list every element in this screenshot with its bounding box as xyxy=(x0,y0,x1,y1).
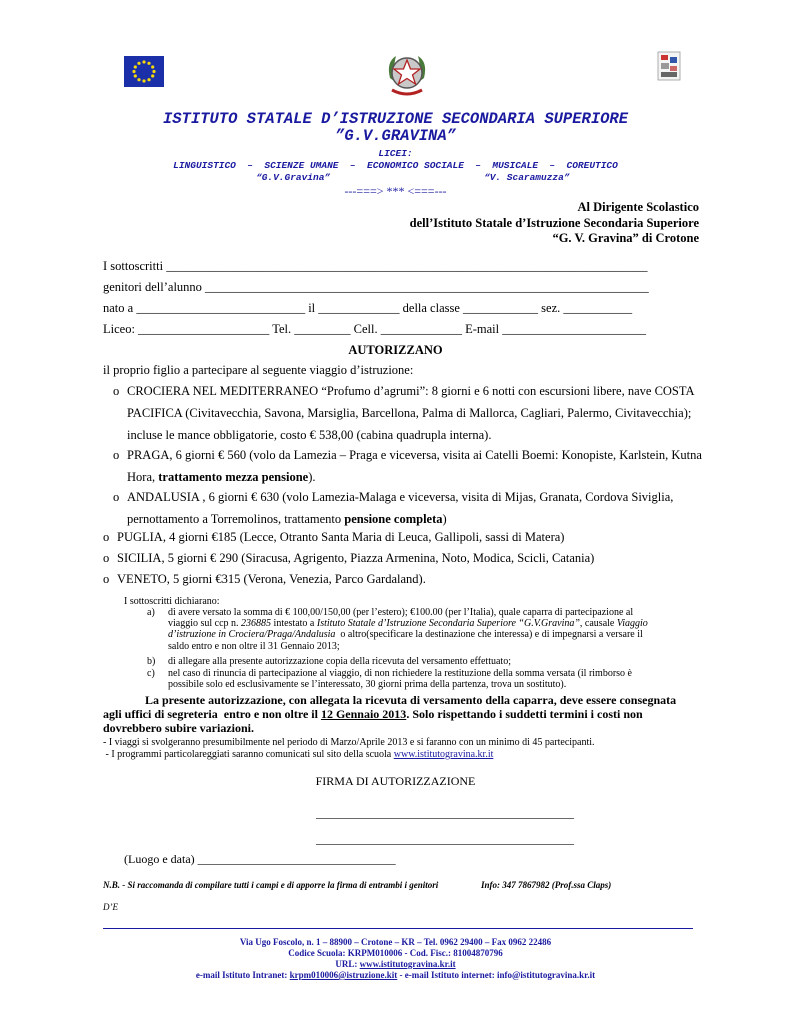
form-birth-class-field[interactable]: nato a ___________________________ il _____________ della classe ____________ sez. ___________ xyxy=(103,301,633,315)
trip-andalusia-board: pensione completa xyxy=(344,512,443,526)
notice-line-1: La presente autorizzazione, con allegata la ricevuta di versamento della caparra, deve essere consegnata xyxy=(145,693,677,707)
footer-address: Via Ugo Foscolo, n. 1 – 88900 – Crotone – KR – Tel. 0962 29400 – Fax 0962 22486 xyxy=(239,937,552,947)
trip-andalusia-line-1: ANDALUSIA , 6 giorni € 630 (volo Lamezia-Malaga e viceversa, visita di Mijas, Granata, Cordova Siviglia, xyxy=(127,490,674,504)
form-parents-field[interactable]: I sottoscritti _____________________________________________________________________________ xyxy=(103,259,648,273)
notice-line-3: dovrebbero subire variazioni. xyxy=(103,721,255,735)
trip-praga-text: Hora, xyxy=(127,470,159,484)
form-student-field[interactable]: genitori dell’alunno _______________________________________________________________________ xyxy=(103,280,649,294)
recipient-line-1: Al Dirigente Scolastico xyxy=(577,200,699,214)
eu-flag-icon xyxy=(124,56,164,87)
declare-a-viaggio: Viaggio xyxy=(616,618,648,630)
footer-divider xyxy=(103,928,693,929)
declare-a-line-1: di avere versato la somma di € 100,00/150,00 (per l’estero); €100.00 (per l’Italia), quale caparra di partecipazione al xyxy=(168,607,634,618)
notice-deadline: 12 Gennaio 2013 xyxy=(320,707,407,721)
institute-name: ”G.V.GRAVINA” xyxy=(335,127,456,145)
declare-intro: I sottoscritti dichiarano: xyxy=(124,596,220,607)
trip-praga-board: trattamento mezza pensione xyxy=(158,470,309,484)
declare-a-holder: Istituto Statale d’Istruzione Secondaria Superiore “G.V.Gravina” xyxy=(316,618,580,630)
declare-a-label: a) xyxy=(147,607,155,618)
licei-list: LINGUISTICO – SCIENZE UMANE – ECONOMICO SOCIALE – MUSICALE – COREUTICO xyxy=(173,160,618,171)
checkbox-bullet[interactable]: o xyxy=(103,551,110,565)
trip-cruise-line-1: CROCIERA NEL MEDITERRANEO “Profumo d’agrumi”: 8 giorni e 6 notti con escursioni libere, nave COSTA xyxy=(127,384,695,398)
notice-programs-text: - I programmi particolareggiati saranno comunicati sul sito della scuola xyxy=(103,749,394,760)
nb-info: Info: 347 7867982 (Prof.ssa Claps) xyxy=(481,880,612,890)
school-website-link[interactable]: www.istitutogravina.kr.it xyxy=(393,749,494,760)
school-logo-icon xyxy=(656,50,682,82)
declare-c-line-1: nel caso di rinuncia di partecipazione al viaggio, di non richiedere la restituzione della somma versata (il rimborso è xyxy=(168,668,632,679)
site-right: “V. Scaramuzza” xyxy=(484,172,570,183)
checkbox-bullet[interactable]: o xyxy=(113,448,120,462)
trip-puglia-text: PUGLIA, 4 giorni €185 (Lecce, Otranto Santa Maria di Leuca, Gallipoli, sassi di Matera) xyxy=(117,530,565,544)
licei-label: LICEI: xyxy=(378,148,413,159)
trip-sicilia-text: SICILIA, 5 giorni € 290 (Siracusa, Agrigento, Piazza Armenina, Noto, Modica, Scicli, Catania) xyxy=(117,551,595,565)
trip-praga[interactable] xyxy=(113,444,713,488)
trip-cruise-line-3: incluse le mance obbligatorie, costo € 538,00 (cabina quadrupla interna). xyxy=(127,428,492,442)
declare-a-causale: , causale xyxy=(579,618,617,630)
authorize-heading: AUTORIZZANO xyxy=(348,343,443,357)
signature-line-2[interactable]: ___________________________________________ xyxy=(316,832,574,846)
declare-b: di allegare alla presente autorizzazione copia della ricevuta del versamento effettuato; xyxy=(168,656,511,667)
declare-a-ccp: viaggio sul ccp n. xyxy=(168,618,242,630)
recipient-address xyxy=(410,200,699,247)
declare-a-text: intestato a xyxy=(271,618,317,630)
italian-emblem-icon xyxy=(382,48,432,102)
footer-email xyxy=(0,970,791,981)
declare-a-ccp-number: 236885 xyxy=(241,618,272,630)
footer-intranet-email-link[interactable]: krpm010006@istruzione.kit xyxy=(289,970,398,980)
authorize-intro: il proprio figlio a partecipare al seguente viaggio d’istruzione: xyxy=(103,363,414,377)
header-divider: ---===> *** <===--- xyxy=(344,184,447,198)
notice-block xyxy=(103,693,703,735)
declare-b-label: b) xyxy=(147,656,156,667)
checkbox-bullet[interactable]: o xyxy=(113,384,120,398)
trip-praga-end: ). xyxy=(308,470,316,484)
notice-programs xyxy=(103,749,493,760)
declare-c xyxy=(168,668,708,690)
declare-a-destinations: d’istruzione in Crociera/Praga/Andalusia xyxy=(168,629,336,641)
declare-c-line-2: possibile solo ed esclusivamente se l’interessato, 30 giorni prima della partenza, trova un sostituto). xyxy=(168,679,567,691)
trip-veneto-text: VENETO, 5 giorni €315 (Verona, Venezia, Parco Gardaland). xyxy=(117,572,426,586)
declare-a-line-4: saldo entro e non oltre il 31 Gennaio 2013; xyxy=(168,640,340,652)
notice-period: - I viaggi si svolgeranno presumibilmente nel periodo di Marzo/Aprile 2013 e si faranno con un minimo di 45 partecipanti. xyxy=(103,737,595,748)
recipient-line-2: dell’Istituto Statale d’Istruzione Secondaria Superiore xyxy=(409,215,699,230)
footer-url-label: URL: xyxy=(335,959,360,969)
checkbox-bullet[interactable]: o xyxy=(103,572,110,586)
signature-heading: FIRMA DI AUTORIZZAZIONE xyxy=(315,774,476,788)
footer-url xyxy=(0,959,791,970)
footer-internet-email: - e-mail Istituto internet: info@istitutogravina.kr.it xyxy=(397,970,596,980)
author-initials: D’E xyxy=(103,902,118,912)
trip-andalusia[interactable] xyxy=(113,486,713,530)
site-left: “G.V.Gravina” xyxy=(256,172,331,183)
trip-andalusia-text: pernottamento a Torremolinos, trattamento xyxy=(127,512,345,526)
institute-title: ISTITUTO STATALE D’ISTRUZIONE SECONDARIA SUPERIORE xyxy=(162,110,629,128)
recipient-line-3: “G. V. Gravina” di Crotone xyxy=(552,231,699,245)
declare-a xyxy=(168,607,708,652)
nb-note: N.B. - Si raccomanda di compilare tutti i campi e di apporre la firma di entrambi i genitori xyxy=(103,880,439,890)
declare-c-label: c) xyxy=(147,668,155,679)
notice-line-2: agli uffici di segreteria entro e non oltre il xyxy=(103,707,321,721)
notice-line-2-end: . Solo rispettando i suddetti termini i costi non xyxy=(406,707,643,721)
trip-sicilia[interactable] xyxy=(103,547,594,569)
footer-codes: Codice Scuola: KRPM010006 - Cod. Fisc.: 81004870796 xyxy=(288,948,503,958)
checkbox-bullet[interactable]: o xyxy=(103,530,110,544)
trip-cruise[interactable] xyxy=(113,380,713,446)
place-date-field[interactable]: (Luogo e data) _________________________________ xyxy=(124,852,396,866)
checkbox-bullet[interactable]: o xyxy=(113,490,120,504)
signature-line-1[interactable]: ___________________________________________ xyxy=(316,806,574,820)
trip-puglia[interactable] xyxy=(103,526,564,548)
footer-url-link[interactable]: www.istitutogravina.kr.it xyxy=(359,959,456,969)
trip-andalusia-end: ) xyxy=(442,512,447,526)
footer-email-label: e-mail Istituto Intranet: xyxy=(195,970,290,980)
trip-praga-line-1: PRAGA, 6 giorni € 560 (volo da Lamezia – Praga e viceversa, visita ai Catelli Boemi: Konopiste, Karlstein, Kutna xyxy=(127,448,702,462)
trip-veneto[interactable] xyxy=(103,568,426,590)
form-contact-field[interactable]: Liceo: _____________________ Tel. _________ Cell. _____________ E-mail _______________________ xyxy=(103,322,646,336)
declare-a-other: o altro(specificare la destinazione che interessa) e di impegnarsi a versare il xyxy=(335,629,643,641)
trip-cruise-line-2: PACIFICA (Civitavecchia, Savona, Marsiglia, Barcellona, Palma di Mallorca, Cagliari, Palermo, Civitavecchia); xyxy=(127,406,692,420)
